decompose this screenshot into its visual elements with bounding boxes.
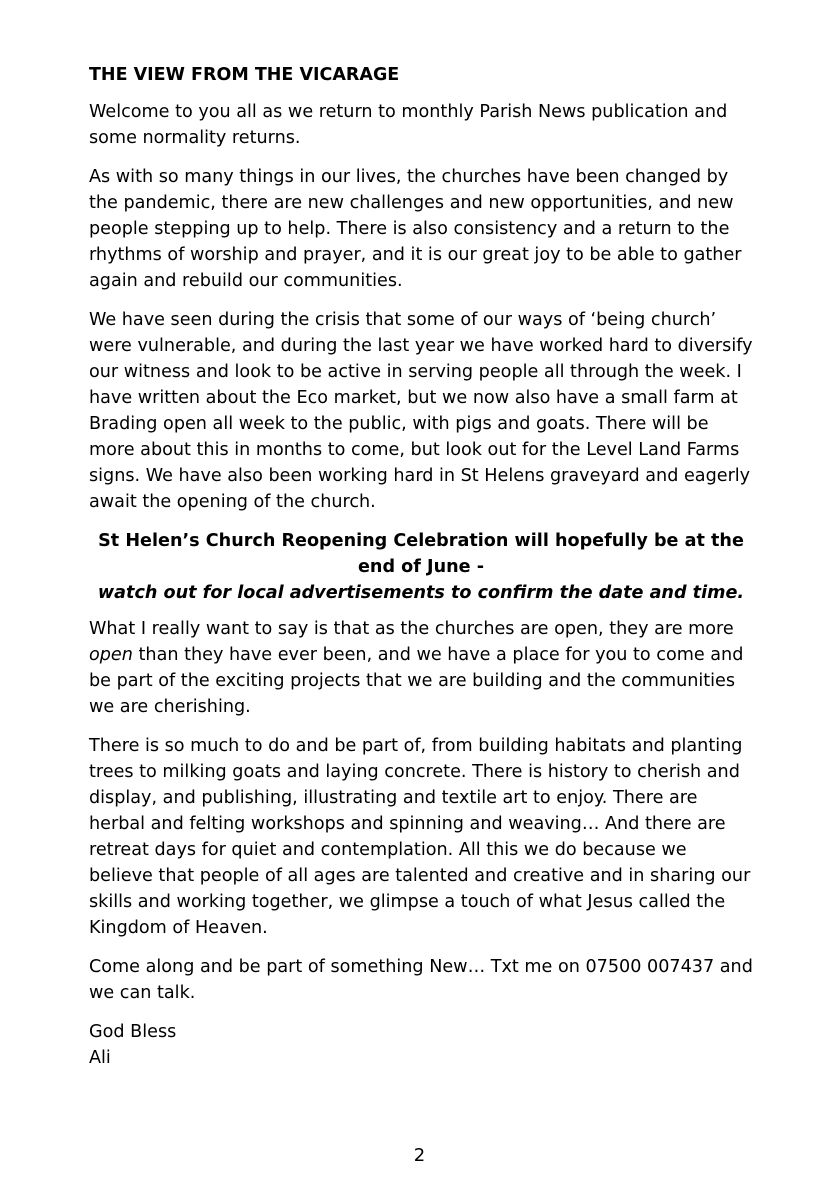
paragraph-activities: There is so much to do and be part of, from building habitats and planting trees to milking goats and laying concrete. There is history to cherish and display, and publishing, illustrating and textile art to enjoy. There are herbal and felting workshops and spinning and weaving… And there are retreat days for quiet and contemplation. All this we do because we believe that people of all ages are talented and creative and in sharing our skills and working together, we glimpse a touch of what Jesus called the Kingdom of Heaven. (89, 736, 751, 938)
article (89, 62, 753, 1071)
announcement-italic: watch out for local advertisements to confirm the date and time. (97, 583, 745, 603)
reopening-announcement (89, 528, 753, 606)
paragraph-pandemic: As with so many things in our lives, the churches have been changed by the pandemic, there are new challenges and new opportunities, and new people stepping up to help. There is also consistency and a return to the rhythms of worship and prayer, and it is our great joy to be able to gather again and rebuild our communities. (89, 167, 742, 291)
paragraph-welcome: Welcome to you all as we return to monthly Parish News publication and some normality returns. (89, 102, 728, 148)
article-heading: THE VIEW FROM THE VICARAGE (89, 65, 400, 85)
signoff-blessing: God Bless (89, 1022, 177, 1042)
signoff (89, 1019, 753, 1071)
paragraph-crisis: We have seen during the crisis that some of our ways of ‘being church’ were vulnerable, and during the last year we have worked hard to diversify our witness and look to be active in serving people all through the week. I have written about the Eco market, but we now also have a small farm at Brading open all week to the public, with pigs and goats. There will be more about this in months to come, but look out for the Level Land Farms signs. We have also been working hard in St Helens graveyard and eagerly await the opening of the church. (89, 310, 753, 512)
page-number: 2 (413, 1145, 426, 1166)
announcement-bold: St Helen’s Church Reopening Celebration will hopefully be at the end of June - (98, 531, 744, 577)
paragraph-open (89, 616, 753, 720)
signoff-lines (89, 1019, 753, 1071)
paragraph-contact: Come along and be part of something New… Txt me on 07500 007437 and we can talk. (89, 957, 753, 1003)
paragraph-open-emphasis: open (89, 645, 133, 665)
paragraph-open-end: than they have ever been, and we have a place for you to come and be part of the exciting projects that we are building and the communities we are cherishing. (89, 645, 744, 717)
paragraph-open-start: What I really want to say is that as the churches are open, they are more (89, 619, 734, 639)
signoff-name: Ali (89, 1048, 111, 1068)
